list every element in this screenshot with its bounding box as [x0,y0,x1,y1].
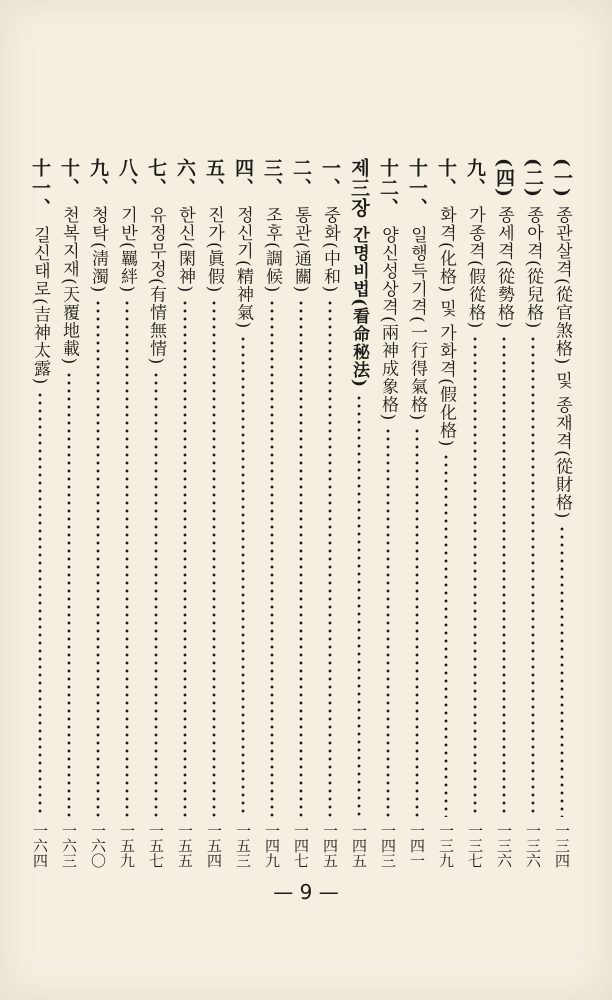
dot-leader [473,335,477,817]
toc-entry-page: 一四九 [263,823,281,868]
toc-entry-number: 四、 [232,158,254,198]
toc-entry [432,158,460,868]
toc-entry [26,158,54,868]
dot-leader [96,299,100,817]
toc-entry-number: 七、 [145,158,167,198]
toc-entry-page: 一六四 [31,823,49,868]
dot-leader [212,299,216,817]
dot-leader [328,299,332,817]
page-number: — 9 — [273,880,339,904]
toc-entry-page: 一四三 [379,823,397,868]
dot-leader [444,453,448,817]
toc-entry [258,158,286,868]
toc-entry-number: 八、 [116,158,138,198]
toc-entry [287,158,315,868]
dot-leader [38,391,42,817]
toc-entry-number: 一、 [319,158,341,198]
toc-entry [200,158,228,868]
toc-entry-number: 二、 [290,158,312,198]
toc-entry-page: 一五三 [234,823,252,868]
toc-entry-number: (一) [551,158,573,198]
dot-leader [415,427,419,817]
toc-entry [55,158,83,868]
toc-entry-title: 일행득기격(一行得氣格) [407,226,427,422]
toc-entry [142,158,170,868]
toc-entry [548,158,576,868]
dot-leader [531,335,535,817]
toc-entry [374,158,402,868]
toc-entry-page: 一五五 [176,823,194,868]
toc-entry [171,158,199,868]
toc-entry [461,158,489,868]
toc-entry [229,158,257,868]
dot-leader [270,299,274,817]
dot-leader [386,427,390,817]
toc-entry-title: 종세격(從勢格) [494,205,514,330]
dot-leader [183,299,187,817]
toc-entry-title: 기반(羈絆) [117,206,137,294]
toc-entry-number: 十一、 [406,158,428,218]
toc-entry-title: 가종격(假從格) [465,206,485,330]
toc-entry-title: 길신태로(吉神太露) [30,226,50,386]
toc-entry-title: 중화(中和) [320,206,340,294]
toc-entry-title: 진가(眞假) [204,206,224,294]
dot-leader [241,335,245,817]
toc-entry [84,158,112,868]
toc-entry-page: 一三七 [466,823,484,868]
toc-entry-number: 十二、 [377,158,399,218]
toc-entry-number: 十一、 [29,158,51,218]
toc-entry-page: 一四一 [408,823,426,868]
toc-entry-number: 十、 [435,158,457,198]
dot-leader [154,371,158,817]
toc-entry [316,158,344,868]
toc-entry [490,158,518,868]
toc-entry-number: 九、 [464,158,486,198]
toc-entry-page: 一三六 [495,823,513,868]
toc-entry-title: 종아격(從兒格) [523,205,543,330]
toc-entry-title: 조후(調候) [262,206,282,294]
toc-entry-page: 一五四 [205,823,223,868]
toc-entry-page: 一三四 [553,823,571,868]
toc-entry-number: 六、 [174,158,196,198]
toc-entry-page: 一六〇 [89,823,107,868]
toc-entry-title: 간명비법(看命秘法) [349,226,369,389]
toc-entry-title: 한신(閑神) [175,206,195,294]
toc-entry-page: 一六三 [60,823,78,868]
toc-chapter-entry [345,158,373,868]
toc-entry-title: 종관살격(從官煞格) 및 종재격(從財格) [552,205,572,520]
toc-entry-title: 화격(化格) 및 가화격(假化格) [436,206,456,448]
toc-entry-number: 三、 [261,158,283,198]
toc-entry-number: 九、 [87,158,109,198]
dot-leader [299,299,303,817]
dot-leader [125,299,129,817]
toc-entry-page: 一四七 [292,823,310,868]
toc-entry-page: 一五七 [147,823,165,868]
toc-entry-number: 五、 [203,158,225,198]
toc-entry-page: 一四五 [321,823,339,868]
toc-entry-title: 통관(通關) [291,206,311,294]
dot-leader [502,335,506,817]
toc-entry-page: 一四五 [350,823,368,868]
toc-entry-title: 청탁(淸濁) [88,206,108,294]
toc-entry-title: 정신기(精神氣) [233,206,253,330]
dot-leader [67,371,71,817]
toc-entry-title: 양신성상격(兩神成象格) [378,226,398,422]
toc-entry [113,158,141,868]
toc-entry-page: 一三六 [524,823,542,868]
toc-entry-number: (二) [522,158,544,198]
toc-entry [403,158,431,868]
toc-entry-title: 유정무정(有情無情) [146,206,166,366]
dot-leader [560,525,564,817]
dot-leader [357,394,361,817]
toc-entry-number: 제三장 [348,158,370,218]
toc-entry-title: 천복지재(天覆地載) [59,206,79,366]
toc-entry-page: 一五九 [118,823,136,868]
toc-entry-number: 十、 [58,158,80,198]
toc-entry-number: (四) [493,158,515,198]
toc-entry-page: 一三九 [437,823,455,868]
toc-entry [519,158,547,868]
